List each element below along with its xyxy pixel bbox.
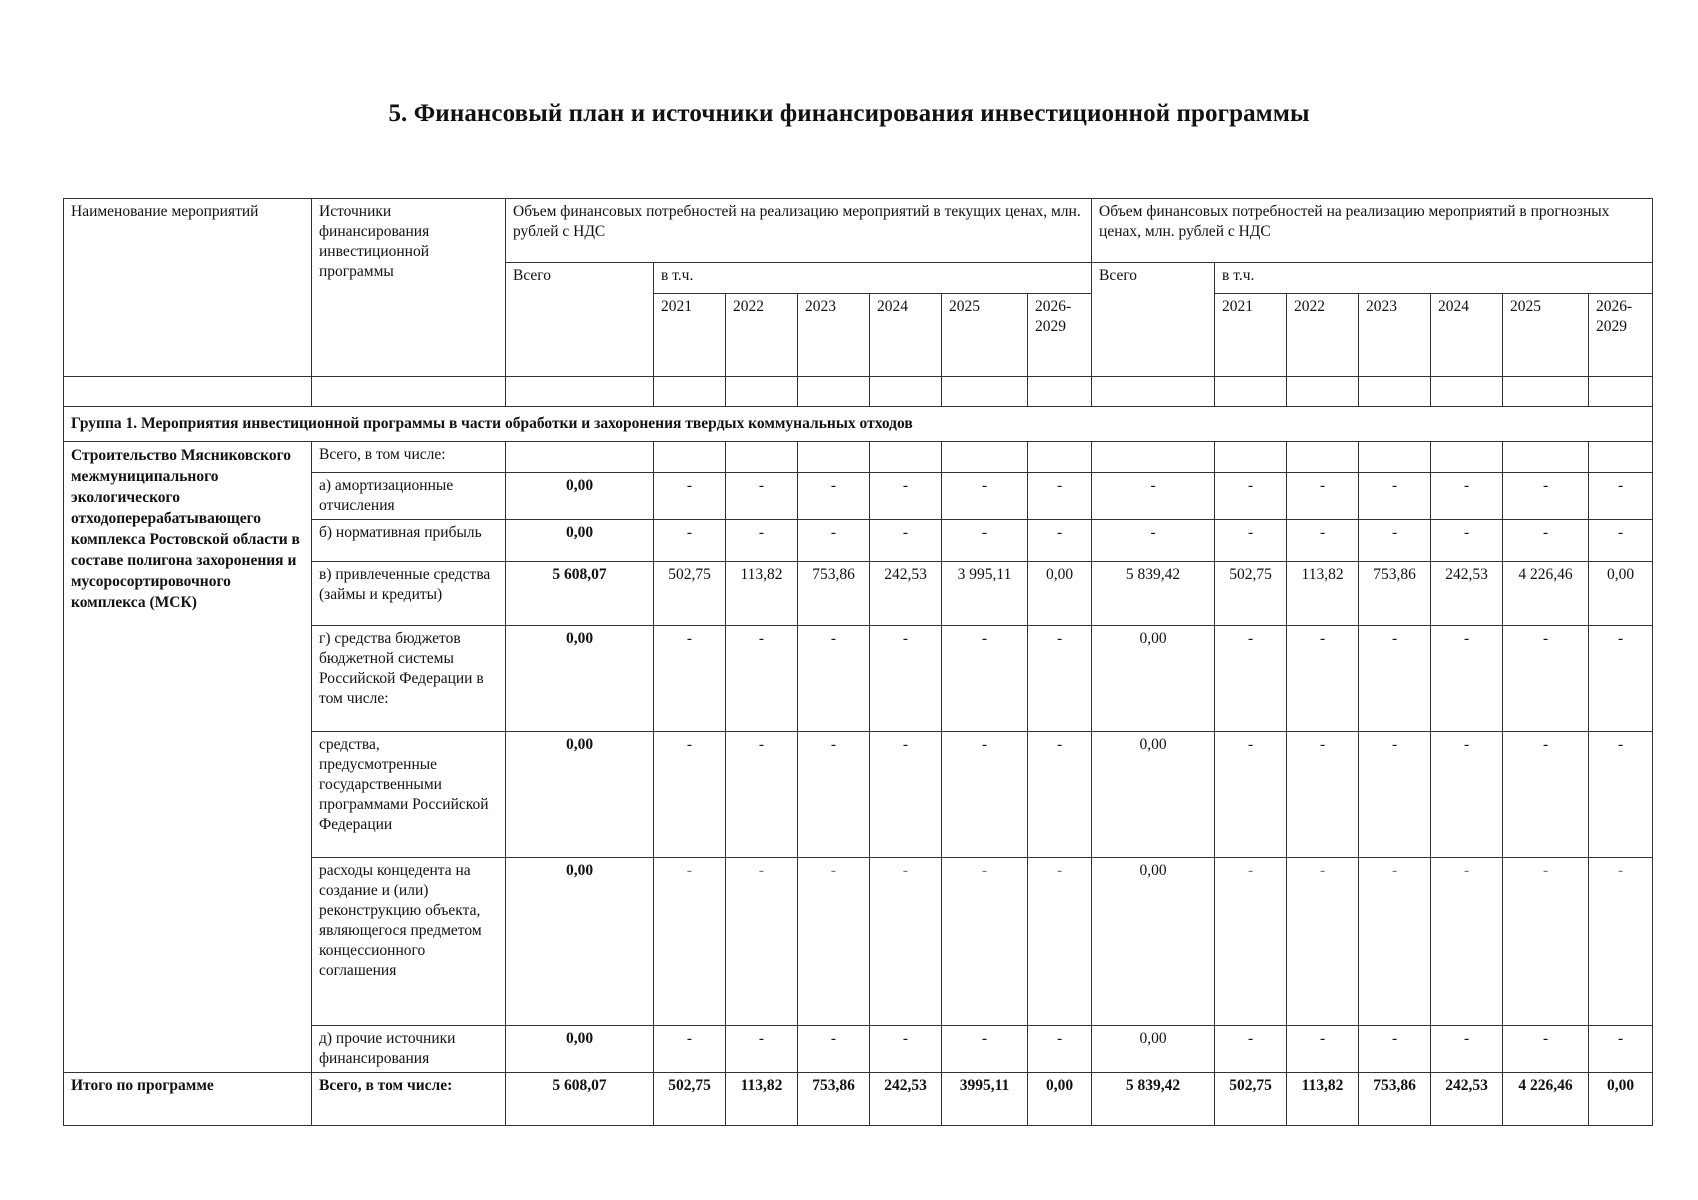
current-year-value: -: [942, 520, 1028, 562]
header-current-total: Всего: [506, 263, 654, 377]
forecast-year-value: -: [1431, 473, 1503, 520]
current-year-value: -: [1028, 858, 1092, 1026]
current-year-value: -: [942, 732, 1028, 858]
empty-cell: [1215, 377, 1287, 407]
empty-cell: [942, 377, 1028, 407]
forecast-year-value: -: [1215, 858, 1287, 1026]
current-year-value: [1028, 442, 1092, 473]
total-forecast-year-value: 113,82: [1287, 1073, 1359, 1126]
current-total-value: 0,00: [506, 858, 654, 1026]
current-year-value: -: [870, 858, 942, 1026]
empty-cell: [506, 377, 654, 407]
current-year-value: -: [726, 626, 798, 732]
forecast-year-value: -: [1503, 626, 1589, 732]
forecast-year-value: -: [1215, 626, 1287, 732]
source-label: расходы концедента на создание и (или) реконструкцию объекта, являющегося предметом концессионного соглашения: [312, 858, 506, 1026]
header-current-year: 2024: [870, 294, 942, 377]
header-forecast-year: 2021: [1215, 294, 1287, 377]
forecast-year-value: 242,53: [1431, 562, 1503, 626]
total-current-year-value: 242,53: [870, 1073, 942, 1126]
activity-name: Строительство Мясниковского межмуниципального экологического отходоперерабатывающего комплекса Ростовской области в составе полигона захоронения и мусоросортировочного комплекса (МСК): [64, 442, 312, 1073]
header-current-year: 2026-2029: [1028, 294, 1092, 377]
empty-cell: [870, 377, 942, 407]
forecast-year-value: 502,75: [1215, 562, 1287, 626]
forecast-year-value: [1359, 442, 1431, 473]
forecast-year-value: -: [1359, 520, 1431, 562]
section-title: 5. Финансовый план и источники финансирования инвестиционной программы: [388, 100, 1310, 127]
current-year-value: -: [870, 473, 942, 520]
current-total-value: 0,00: [506, 626, 654, 732]
total-current-value: 5 608,07: [506, 1073, 654, 1126]
empty-spacer-row: [64, 377, 1653, 407]
header-forecast-total: Всего: [1092, 263, 1215, 377]
source-label: Всего, в том числе:: [312, 442, 506, 473]
forecast-total-value: -: [1092, 473, 1215, 520]
total-forecast-year-value: 753,86: [1359, 1073, 1431, 1126]
current-total-value: 0,00: [506, 732, 654, 858]
current-year-value: [654, 442, 726, 473]
header-current-prices: Объем финансовых потребностей на реализацию мероприятий в текущих ценах, млн. рублей с НДС: [506, 199, 1092, 263]
current-year-value: -: [798, 626, 870, 732]
header-forecast-year: 2023: [1359, 294, 1431, 377]
current-year-value: -: [726, 473, 798, 520]
current-year-value: -: [870, 1026, 942, 1073]
current-year-value: -: [870, 732, 942, 858]
forecast-year-value: [1215, 442, 1287, 473]
current-year-value: 0,00: [1028, 562, 1092, 626]
source-label: в) привлеченные средства (займы и кредиты): [312, 562, 506, 626]
forecast-year-value: -: [1589, 626, 1653, 732]
current-year-value: -: [870, 520, 942, 562]
header-current-year: 2021: [654, 294, 726, 377]
header-forecast-year: 2024: [1431, 294, 1503, 377]
forecast-year-value: -: [1503, 520, 1589, 562]
empty-cell: [1092, 377, 1215, 407]
current-year-value: -: [654, 732, 726, 858]
source-label: д) прочие источники финансирования: [312, 1026, 506, 1073]
forecast-year-value: -: [1359, 1026, 1431, 1073]
forecast-year-value: -: [1287, 626, 1359, 732]
current-year-value: -: [942, 626, 1028, 732]
current-year-value: -: [798, 473, 870, 520]
current-year-value: 113,82: [726, 562, 798, 626]
forecast-year-value: -: [1431, 520, 1503, 562]
current-year-value: -: [726, 732, 798, 858]
header-current-year: 2023: [798, 294, 870, 377]
forecast-year-value: [1287, 442, 1359, 473]
forecast-year-value: -: [1215, 732, 1287, 858]
header-forecast-year: 2022: [1287, 294, 1359, 377]
current-year-value: -: [798, 858, 870, 1026]
source-label: б) нормативная прибыль: [312, 520, 506, 562]
current-year-value: 3 995,11: [942, 562, 1028, 626]
current-year-value: -: [726, 1026, 798, 1073]
empty-cell: [1028, 377, 1092, 407]
current-year-value: -: [870, 626, 942, 732]
forecast-year-value: -: [1503, 473, 1589, 520]
forecast-total-value: 0,00: [1092, 732, 1215, 858]
forecast-year-value: -: [1589, 1026, 1653, 1073]
total-current-year-value: 0,00: [1028, 1073, 1092, 1126]
current-year-value: 753,86: [798, 562, 870, 626]
forecast-year-value: -: [1287, 520, 1359, 562]
current-year-value: 242,53: [870, 562, 942, 626]
header-forecast-prices: Объем финансовых потребностей на реализацию мероприятий в прогнозных ценах, млн. рублей с НДС: [1092, 199, 1653, 263]
forecast-total-value: 0,00: [1092, 858, 1215, 1026]
forecast-year-value: -: [1431, 1026, 1503, 1073]
header-forecast-including: в т.ч.: [1215, 263, 1653, 294]
header-current-including: в т.ч.: [654, 263, 1092, 294]
current-year-value: -: [942, 1026, 1028, 1073]
current-year-value: -: [654, 858, 726, 1026]
current-year-value: [726, 442, 798, 473]
current-total-value: [506, 442, 654, 473]
forecast-year-value: -: [1287, 732, 1359, 858]
forecast-year-value: -: [1503, 858, 1589, 1026]
forecast-year-value: -: [1215, 473, 1287, 520]
empty-cell: [798, 377, 870, 407]
empty-cell: [1359, 377, 1431, 407]
forecast-year-value: -: [1287, 1026, 1359, 1073]
forecast-total-value: 0,00: [1092, 1026, 1215, 1073]
forecast-year-value: -: [1359, 732, 1431, 858]
empty-cell: [1431, 377, 1503, 407]
forecast-total-value: -: [1092, 520, 1215, 562]
current-year-value: -: [942, 858, 1028, 1026]
empty-cell: [654, 377, 726, 407]
total-name: Итого по программе: [64, 1073, 312, 1126]
forecast-year-value: 4 226,46: [1503, 562, 1589, 626]
total-row: [64, 1073, 1653, 1126]
total-forecast-year-value: 242,53: [1431, 1073, 1503, 1126]
empty-cell: [1589, 377, 1653, 407]
current-total-value: 0,00: [506, 520, 654, 562]
header-forecast-year: 2025: [1503, 294, 1589, 377]
empty-cell: [312, 377, 506, 407]
current-year-value: -: [654, 1026, 726, 1073]
current-year-value: -: [1028, 732, 1092, 858]
empty-cell: [1503, 377, 1589, 407]
current-year-value: -: [798, 520, 870, 562]
total-forecast-year-value: 502,75: [1215, 1073, 1287, 1126]
header-current-year: 2025: [942, 294, 1028, 377]
current-year-value: [942, 442, 1028, 473]
source-label: а) амортизационные отчисления: [312, 473, 506, 520]
total-current-year-value: 113,82: [726, 1073, 798, 1126]
forecast-year-value: -: [1589, 520, 1653, 562]
financial-plan-table: [63, 198, 1653, 1126]
forecast-total-value: 5 839,42: [1092, 562, 1215, 626]
forecast-year-value: -: [1589, 858, 1653, 1026]
forecast-year-value: -: [1359, 626, 1431, 732]
forecast-year-value: -: [1431, 626, 1503, 732]
forecast-year-value: 753,86: [1359, 562, 1431, 626]
total-forecast-year-value: 0,00: [1589, 1073, 1653, 1126]
current-year-value: [798, 442, 870, 473]
forecast-year-value: -: [1589, 473, 1653, 520]
current-total-value: 0,00: [506, 1026, 654, 1073]
forecast-year-value: -: [1503, 1026, 1589, 1073]
group-title: Группа 1. Мероприятия инвестиционной программы в части обработки и захоронения твердых коммунальных отходов: [64, 407, 1653, 442]
current-year-value: -: [726, 858, 798, 1026]
source-label: средства, предусмотренные государственными программами Российской Федерации: [312, 732, 506, 858]
table-row: [64, 442, 1653, 473]
current-year-value: -: [942, 473, 1028, 520]
current-year-value: -: [654, 520, 726, 562]
empty-cell: [64, 377, 312, 407]
empty-cell: [1287, 377, 1359, 407]
current-year-value: -: [1028, 1026, 1092, 1073]
header-current-year: 2022: [726, 294, 798, 377]
total-forecast-year-value: 4 226,46: [1503, 1073, 1589, 1126]
source-label: г) средства бюджетов бюджетной системы Российской Федерации в том числе:: [312, 626, 506, 732]
current-year-value: -: [798, 1026, 870, 1073]
header-activity-name: Наименование мероприятий: [64, 199, 312, 377]
forecast-year-value: [1431, 442, 1503, 473]
current-year-value: [870, 442, 942, 473]
forecast-total-value: 0,00: [1092, 626, 1215, 732]
forecast-year-value: -: [1359, 858, 1431, 1026]
forecast-year-value: 113,82: [1287, 562, 1359, 626]
forecast-year-value: [1503, 442, 1589, 473]
forecast-year-value: -: [1287, 858, 1359, 1026]
current-year-value: -: [1028, 626, 1092, 732]
forecast-year-value: -: [1503, 732, 1589, 858]
total-current-year-value: 3995,11: [942, 1073, 1028, 1126]
forecast-year-value: [1589, 442, 1653, 473]
forecast-year-value: -: [1215, 1026, 1287, 1073]
forecast-year-value: -: [1215, 520, 1287, 562]
total-forecast-value: 5 839,42: [1092, 1073, 1215, 1126]
current-total-value: 0,00: [506, 473, 654, 520]
header-funding-sources: Источники финансирования инвестиционной программы: [312, 199, 506, 377]
current-year-value: -: [726, 520, 798, 562]
current-year-value: -: [1028, 520, 1092, 562]
forecast-year-value: 0,00: [1589, 562, 1653, 626]
empty-cell: [726, 377, 798, 407]
current-year-value: 502,75: [654, 562, 726, 626]
header-forecast-year: 2026-2029: [1589, 294, 1653, 377]
forecast-year-value: -: [1287, 473, 1359, 520]
forecast-year-value: -: [1431, 732, 1503, 858]
current-year-value: -: [798, 732, 870, 858]
current-year-value: -: [654, 626, 726, 732]
forecast-year-value: -: [1359, 473, 1431, 520]
current-year-value: -: [654, 473, 726, 520]
forecast-year-value: -: [1431, 858, 1503, 1026]
total-current-year-value: 502,75: [654, 1073, 726, 1126]
total-current-year-value: 753,86: [798, 1073, 870, 1126]
forecast-year-value: -: [1589, 732, 1653, 858]
current-total-value: 5 608,07: [506, 562, 654, 626]
total-label: Всего, в том числе:: [312, 1073, 506, 1126]
forecast-total-value: [1092, 442, 1215, 473]
current-year-value: -: [1028, 473, 1092, 520]
